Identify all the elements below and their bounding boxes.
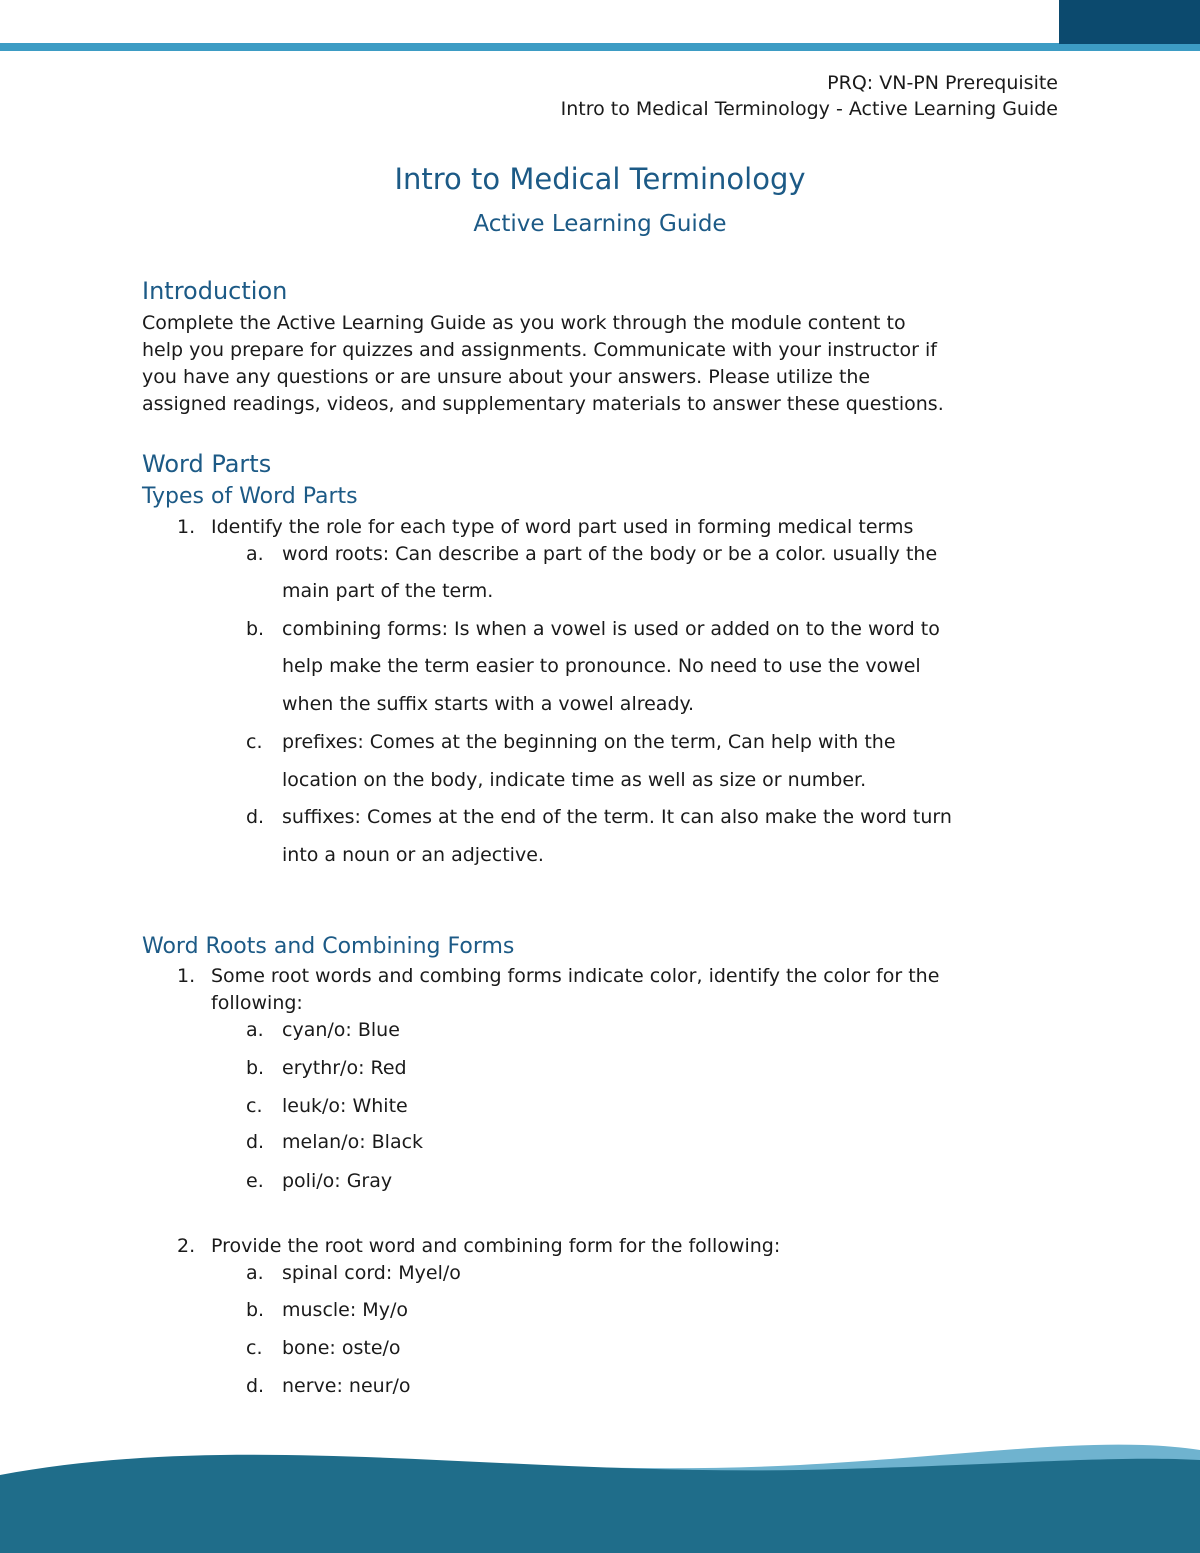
answer-letter: b. xyxy=(246,1299,265,1321)
question-number: 1. xyxy=(177,965,196,987)
intro-line: Complete the Active Learning Guide as you work through the module content to xyxy=(142,312,906,334)
answer-line: when the suffix starts with a vowel already. xyxy=(282,693,695,715)
answer-line: spinal cord: Myel/o xyxy=(282,1262,461,1284)
answer-line: into a noun or an adjective. xyxy=(282,844,544,866)
header-course-code: PRQ: VN-PN Prerequisite xyxy=(827,72,1058,94)
answer-letter: d. xyxy=(246,1375,265,1397)
question-number: 2. xyxy=(177,1235,196,1257)
question-text: Provide the root word and combining form for the following: xyxy=(211,1235,781,1257)
answer-letter: c. xyxy=(246,1337,263,1359)
answer-line: bone: oste/o xyxy=(282,1337,401,1359)
top-corner-block xyxy=(1059,0,1200,44)
answer-line: nerve: neur/o xyxy=(282,1375,411,1397)
intro-line: assigned readings, videos, and supplementary materials to answer these questions. xyxy=(142,393,944,415)
question-number: 1. xyxy=(177,516,196,538)
word-parts-heading: Word Parts xyxy=(142,450,272,478)
answer-letter: a. xyxy=(246,1019,264,1041)
answer-line: suffixes: Comes at the end of the term. It can also make the word turn xyxy=(282,806,952,828)
answer-line: help make the term easier to pronounce. No need to use the vowel xyxy=(282,655,921,677)
answer-letter: d. xyxy=(246,806,265,828)
answer-letter: d. xyxy=(246,1131,265,1153)
question-text: Some root words and combing forms indicate color, identify the color for the xyxy=(211,965,940,987)
answer-line: melan/o: Black xyxy=(282,1131,424,1153)
answer-letter: a. xyxy=(246,543,264,565)
footer-wave-dark xyxy=(0,1455,1200,1553)
answer-letter: c. xyxy=(246,1095,263,1117)
introduction-paragraph xyxy=(142,310,1062,418)
answer-line: word roots: Can describe a part of the body or be a color. usually the xyxy=(282,543,938,565)
answer-line: leuk/o: White xyxy=(282,1095,408,1117)
answer-line: poli/o: Gray xyxy=(282,1170,393,1192)
document-title: Intro to Medical Terminology xyxy=(394,162,806,196)
question-text: following: xyxy=(211,992,303,1014)
types-of-word-parts-heading: Types of Word Parts xyxy=(142,484,358,509)
answer-line: location on the body, indicate time as well as size or number. xyxy=(282,769,867,791)
introduction-heading: Introduction xyxy=(142,277,288,305)
top-accent-line xyxy=(0,43,1200,51)
answer-letter: b. xyxy=(246,618,265,640)
document-subtitle: Active Learning Guide xyxy=(473,211,727,237)
intro-line: you have any questions or are unsure about your answers. Please utilize the xyxy=(142,366,871,388)
answer-line: cyan/o: Blue xyxy=(282,1019,400,1041)
answer-line: muscle: My/o xyxy=(282,1299,408,1321)
answer-letter: b. xyxy=(246,1057,265,1079)
page-header xyxy=(561,70,1058,122)
answer-line: erythr/o: Red xyxy=(282,1057,407,1079)
question-text: Identify the role for each type of word part used in forming medical terms xyxy=(211,516,914,538)
answer-line: prefixes: Comes at the beginning on the term, Can help with the xyxy=(282,731,896,753)
word-roots-heading: Word Roots and Combining Forms xyxy=(142,934,515,959)
header-document-name: Intro to Medical Terminology - Active Learning Guide xyxy=(560,98,1058,120)
answer-letter: e. xyxy=(246,1170,264,1192)
footer-wave xyxy=(0,1430,1200,1553)
answer-line: main part of the term. xyxy=(282,580,494,602)
answer-letter: a. xyxy=(246,1262,264,1284)
answer-letter: c. xyxy=(246,731,263,753)
answer-line: combining forms: Is when a vowel is used or added on to the word to xyxy=(282,618,940,640)
intro-line: help you prepare for quizzes and assignments. Communicate with your instructor if xyxy=(142,339,937,361)
